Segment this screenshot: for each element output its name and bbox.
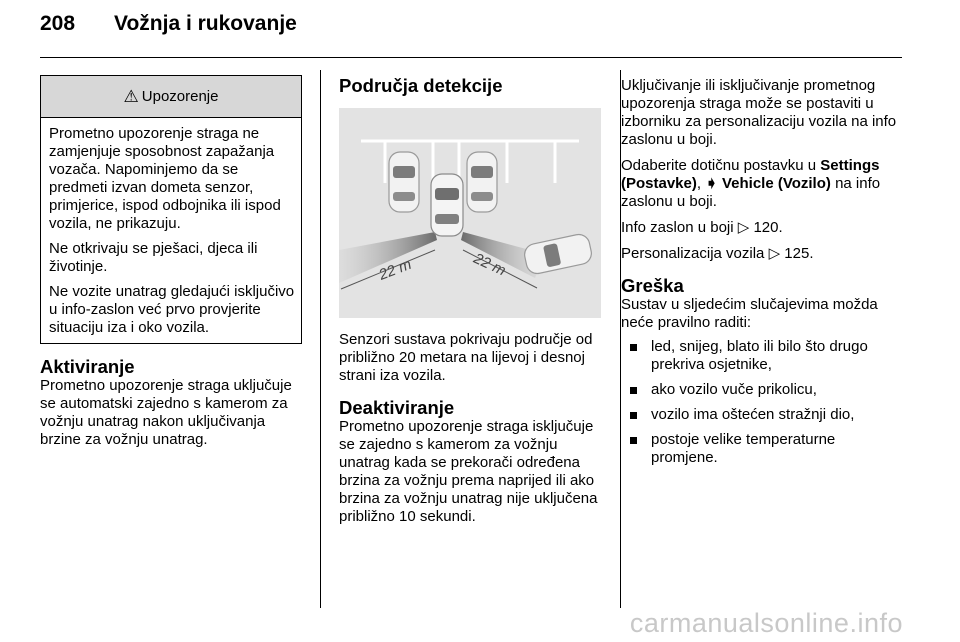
page-reference-icon: ▷ [737, 219, 750, 236]
list-item-text: postoje velike temperaturne promjene. [651, 431, 836, 466]
settings-intro: Uključivanje ili isključivanje prometnog upozorenja straga može se postaviti u izborniku za personalizaciju vozila na info zaslonu u boji. [621, 77, 897, 148]
settings-select-suffix: na info zaslonu u boji. [621, 175, 881, 210]
list-item [621, 338, 904, 374]
warning-paragraph: Ne vozite unatrag gledajući isključivo u info-zaslon već prvo provjerite situaciju iza i oko vozila. [49, 283, 295, 336]
list-item-text: ako vozilo vuče prikolicu, [651, 381, 817, 398]
settings-select-prefix: Odaberite dotičnu postavku u [621, 157, 817, 174]
warning-triangle-icon: ⚠ [123, 86, 139, 106]
reversing-car [431, 174, 463, 236]
page-header [40, 12, 297, 36]
column-middle [339, 75, 601, 526]
page-reference-icon: ▷ [768, 245, 781, 262]
deactivation-text: Prometno upozorenje straga isključuje se zajedno s kamerom za vožnju unatrag kada se prekorači određena brzina za vožnju prema naprijed ili ako brzina za vožnju unatrag nije uključena približno 10 sekundi. [339, 418, 598, 525]
warning-paragraph: Prometno upozorenje straga ne zamjenjuje sposobnost zapažanja vozača. Napominjemo da se predmeti izvan dometa senzor, primjerice, ispod odbojnika ili ispod vozila, ne prikazuju. [49, 125, 281, 232]
fault-intro: Sustav u sljedećim slučajevima možda neće pravilno raditi: [621, 296, 878, 331]
page-title: Vožnja i rukovanje [114, 12, 297, 35]
deactivation-heading: Deaktiviranje [339, 397, 455, 418]
reference-text: Info zaslon u boji [621, 219, 734, 236]
column-right [621, 77, 904, 474]
reference-page: 125. [784, 245, 814, 262]
list-item-text: vozilo ima oštećen stražnji dio, [651, 406, 855, 423]
parked-car-right [467, 152, 497, 212]
list-item [621, 406, 904, 424]
header-rule [40, 57, 902, 58]
reference-info-display[interactable] [621, 219, 904, 237]
activation-heading: Aktiviranje [40, 356, 135, 377]
menu-arrow-icon: ➧ [705, 175, 718, 192]
bullet-square-icon [630, 344, 637, 351]
fault-list [621, 338, 904, 467]
warning-box [40, 75, 302, 344]
bullet-square-icon [630, 387, 637, 394]
page-number: 208 [40, 12, 76, 35]
reference-page: 120. [753, 219, 783, 236]
warning-title: Upozorenje [141, 88, 219, 105]
reference-text: Personalizacija vozila [621, 245, 765, 262]
left-distance-label: 22 m [376, 255, 414, 284]
vehicle-menu-label: Vehicle (Vozilo) [721, 175, 831, 192]
detection-diagram [339, 108, 601, 318]
list-item [621, 431, 904, 467]
warning-paragraph: Ne otkrivaju se pješaci, djeca ili životinje. [49, 240, 258, 275]
approaching-car [523, 232, 594, 275]
detection-zone-illustration [339, 108, 601, 318]
right-distance-label: 22 m [470, 249, 509, 280]
activation-text: Prometno upozorenje straga uključuje se automatski zajedno s kamerom za vožnju unatrag nakon uključivanja brzine za vožnju unatrag. [40, 377, 292, 448]
fault-heading: Greška [621, 275, 684, 296]
column-left [40, 75, 302, 449]
watermark: carmanualsonline.info [629, 608, 903, 638]
list-item-text: led, snijeg, blato ili bilo što drugo prekriva osjetnike, [651, 338, 868, 373]
warning-header [41, 76, 301, 118]
bullet-square-icon [630, 437, 637, 444]
list-item [621, 381, 904, 399]
detection-heading: Područja detekcije [339, 75, 503, 96]
warning-body [41, 118, 301, 343]
settings-instruction: Odaberite dotičnu postavku u Settings (Postavke), ➧ Vehicle (Vozilo) na info zaslonu u boji. [621, 157, 881, 210]
parked-car-left [389, 152, 419, 212]
settings-menu-label: Settings (Postavke) [621, 157, 880, 192]
detection-caption: Senzori sustava pokrivaju područje od približno 20 metara na lijevoj i desnoj strani iza vozila. [339, 331, 593, 384]
column-divider-left [320, 70, 321, 608]
bullet-square-icon [630, 412, 637, 419]
reference-personalization[interactable] [621, 245, 904, 263]
